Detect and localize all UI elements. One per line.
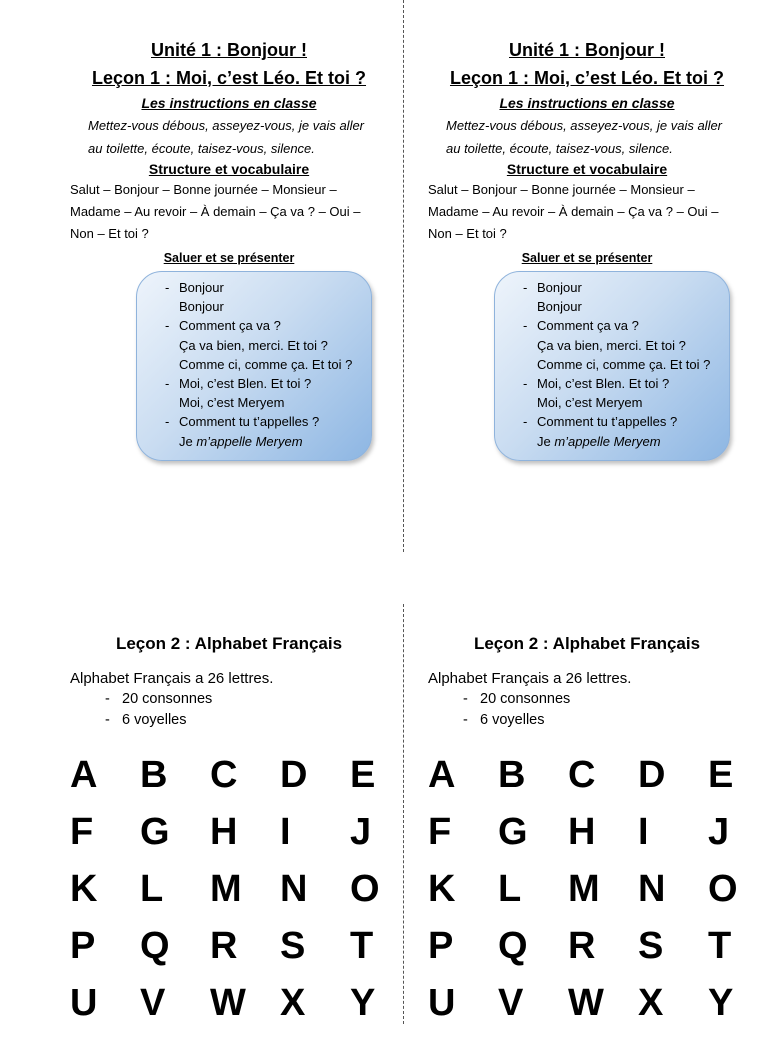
instructions-line-2: au toilette, écoute, taisez-vous, silence. (446, 141, 673, 156)
letter: F (70, 811, 94, 853)
letter: Y (350, 982, 376, 1024)
letter: U (70, 982, 98, 1024)
letter: M (568, 868, 600, 910)
letter: H (568, 811, 596, 853)
dialog-item: - Bonjour Bonjour (165, 278, 365, 316)
letter: Q (498, 925, 528, 967)
letter: A (428, 754, 456, 796)
lesson2-card-right (428, 634, 746, 1040)
letter: A (70, 754, 98, 796)
alphabet-grid (70, 755, 388, 1040)
letter: R (210, 925, 238, 967)
dialog-bubble (494, 271, 730, 461)
letter: V (498, 982, 524, 1024)
letter: V (140, 982, 166, 1024)
letter: G (140, 811, 170, 853)
letter: E (350, 754, 376, 796)
letter: I (638, 811, 649, 853)
unit-title: Unité 1 : Bonjour ! (509, 40, 665, 60)
greeting-heading: Saluer et se présenter (163, 251, 295, 265)
lesson2-card-left (70, 634, 388, 1040)
letter: B (140, 754, 168, 796)
consonnes-item: - 20 consonnes (428, 689, 746, 710)
letter: O (708, 868, 738, 910)
letter: B (498, 754, 526, 796)
alphabet-intro: Alphabet Français a 26 lettres. (428, 670, 632, 687)
letter: D (280, 754, 308, 796)
vocab-line-1: Salut – Bonjour – Bonne journée – Monsieur – (428, 182, 695, 197)
vocabulary-text (428, 179, 746, 245)
instructions-line-1: Mettez-vous débous, asseyez-vous, je vais aller (446, 118, 723, 133)
lesson-title: Leçon 1 : Moi, c’est Léo. Et toi ? (91, 68, 367, 88)
letter: N (638, 868, 666, 910)
fold-line-top (403, 0, 404, 552)
alphabet-intro: Alphabet Français a 26 lettres. (70, 670, 274, 687)
dialog-item: - Moi, c’est Blen. Et toi ? Moi, c’est Meryem (165, 374, 365, 412)
vocab-line-1: Salut – Bonjour – Bonne journée – Monsieur – (70, 182, 337, 197)
voyelles-item: - 6 voyelles (428, 710, 746, 731)
dialog-bubble (136, 271, 372, 461)
letter: T (708, 925, 732, 967)
letter: H (210, 811, 238, 853)
unit-title: Unité 1 : Bonjour ! (151, 40, 307, 60)
dialog-item: - Bonjour Bonjour (523, 278, 723, 316)
letter: X (280, 982, 306, 1024)
instructions-text (428, 114, 746, 160)
letter: Q (140, 925, 170, 967)
letter: J (708, 811, 730, 853)
letter: T (350, 925, 374, 967)
letter: L (498, 868, 522, 910)
greeting-heading: Saluer et se présenter (521, 251, 653, 265)
letter: U (428, 982, 456, 1024)
dialog-item: - Comment ça va ? Ça va bien, merci. Et toi ? Comme ci, comme ça. Et toi ? (165, 316, 365, 374)
vocabulary-text (70, 179, 388, 245)
dialog-item: - Comment tu t’appelles ? Je m’appelle Meryem (165, 412, 365, 450)
dialog-item: - Comment tu t’appelles ? Je m’appelle Meryem (523, 412, 723, 450)
instructions-text (70, 114, 388, 160)
voyelles-item: - 6 voyelles (70, 710, 388, 731)
lesson1-card-right (428, 40, 746, 461)
lesson2-title: Leçon 2 : Alphabet Français (115, 634, 343, 653)
letter: O (350, 868, 380, 910)
letter: W (210, 982, 246, 1024)
letter: P (428, 925, 454, 967)
structure-heading: Structure et vocabulaire (506, 161, 668, 177)
letter: X (638, 982, 664, 1024)
consonnes-item: - 20 consonnes (70, 689, 388, 710)
letter: S (638, 925, 664, 967)
letter: J (350, 811, 372, 853)
structure-heading: Structure et vocabulaire (148, 161, 310, 177)
lesson-title: Leçon 1 : Moi, c’est Léo. Et toi ? (449, 68, 725, 88)
vocab-line-2: Madame – Au revoir – À demain – Ça va ? – Oui – (70, 204, 361, 219)
letter: C (568, 754, 596, 796)
letter: C (210, 754, 238, 796)
letter: R (568, 925, 596, 967)
letter: Y (708, 982, 734, 1024)
letter: E (708, 754, 734, 796)
letter: F (428, 811, 452, 853)
instructions-line-1: Mettez-vous débous, asseyez-vous, je vais aller (88, 118, 365, 133)
dialog-item: - Moi, c’est Blen. Et toi ? Moi, c’est Meryem (523, 374, 723, 412)
dialog-item: - Comment ça va ? Ça va bien, merci. Et toi ? Comme ci, comme ça. Et toi ? (523, 316, 723, 374)
letter: M (210, 868, 242, 910)
letter: K (70, 868, 98, 910)
letter: G (498, 811, 528, 853)
instructions-heading: Les instructions en classe (141, 95, 317, 111)
alphabet-grid (428, 755, 746, 1040)
letter: N (280, 868, 308, 910)
vocab-line-3: Non – Et toi ? (428, 226, 507, 241)
letter: S (280, 925, 306, 967)
letter: W (568, 982, 604, 1024)
instructions-heading: Les instructions en classe (499, 95, 675, 111)
instructions-line-2: au toilette, écoute, taisez-vous, silence. (88, 141, 315, 156)
vocab-line-3: Non – Et toi ? (70, 226, 149, 241)
letter: L (140, 868, 164, 910)
vocab-line-2: Madame – Au revoir – À demain – Ça va ? – Oui – (428, 204, 719, 219)
letter: D (638, 754, 666, 796)
lesson2-title: Leçon 2 : Alphabet Français (473, 634, 701, 653)
letter: K (428, 868, 456, 910)
letter: P (70, 925, 96, 967)
lesson1-card-left (70, 40, 388, 461)
letter: I (280, 811, 291, 853)
